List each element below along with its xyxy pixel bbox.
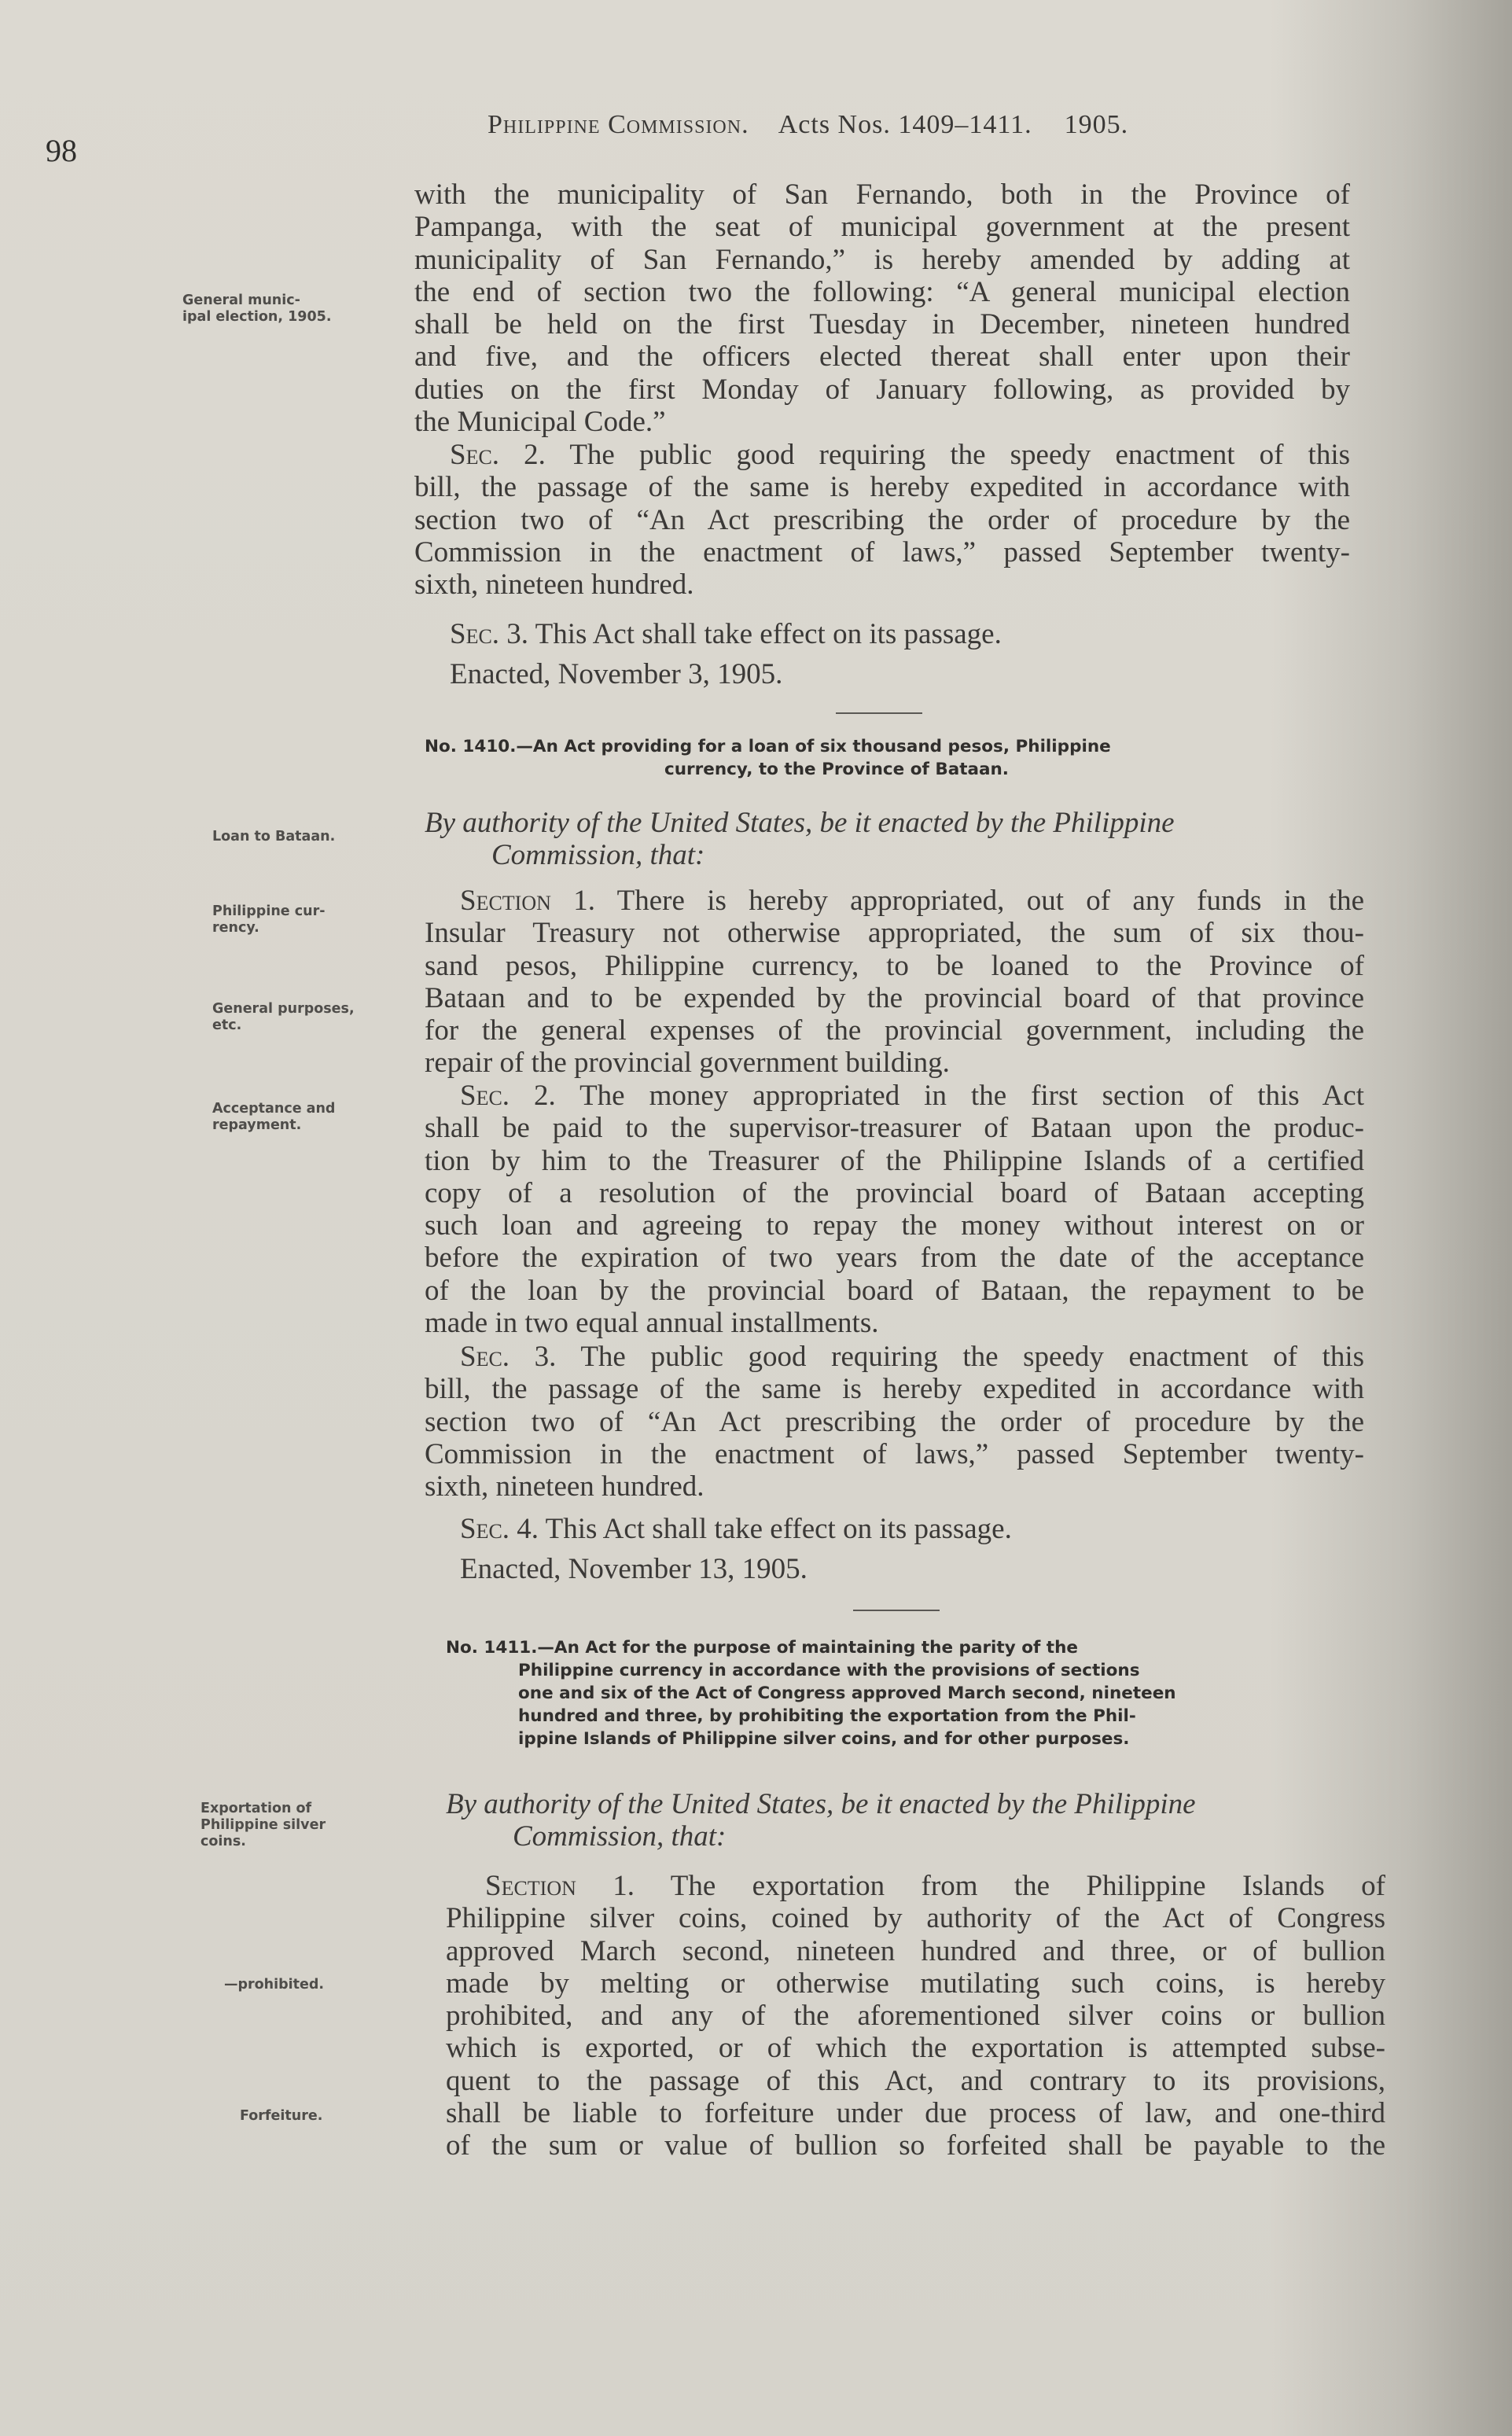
- text-line: tion by him to the Treasurer of the Philippine Islands of a certified: [425, 1144, 1364, 1177]
- title-line: currency, to the Province of Bataan.: [664, 760, 1009, 779]
- running-head-commission: Philippine Commission.: [487, 110, 749, 139]
- margin-note-general-purposes: General purposes, etc.: [212, 1001, 355, 1033]
- text-line: bill, the passage of the same is hereby expedited in accordance with: [425, 1373, 1364, 1406]
- text-line: shall be held on the first Tuesday in December, nineteen hundred: [414, 308, 1350, 341]
- text-line: repair of the provincial government building.: [425, 1047, 950, 1080]
- title-line: hundred and three, by prohibiting the exportation from the Phil-: [518, 1706, 1136, 1726]
- act1411-title: [446, 1636, 1381, 1750]
- text-line: Philippine silver coins, coined by authority of the Act of Congress: [446, 1902, 1385, 1935]
- act1410-enacted-date: Enacted, November 13, 1905.: [460, 1553, 808, 1585]
- text-line: sixth, nineteen hundred.: [414, 569, 694, 602]
- text-line: before the expiration of two years from the date of the acceptance: [425, 1242, 1364, 1275]
- text-line: sand pesos, Philippine currency, to be loaned to the Province of: [425, 949, 1364, 982]
- margin-note-prohibited: —prohibited.: [224, 1977, 325, 1993]
- title-line: one and six of the Act of Congress approved March second, nineteen: [518, 1683, 1176, 1703]
- text-line: duties on the first Monday of January following, as provided by: [414, 373, 1350, 406]
- margin-note-general-election: General munic- ipal election, 1905.: [182, 293, 332, 325]
- act1410-enacting-clause: [425, 807, 1352, 871]
- act1410-section-1: [425, 885, 1364, 1080]
- title-line: No. 1411.—An Act for the purpose of maintaining the parity of the: [446, 1638, 1078, 1658]
- text-line: copy of a resolution of the provincial board of Bataan accepting: [425, 1176, 1364, 1209]
- section-label: Section 1.: [460, 885, 595, 917]
- act1410-section-4: [460, 1513, 1325, 1545]
- text-line: section two of “An Act prescribing the order of procedure by the: [425, 1405, 1364, 1438]
- text-line: and five, and the officers elected thereat shall enter upon their: [414, 340, 1350, 373]
- text-line: the end of section two the following: “A general municipal election: [414, 275, 1350, 308]
- text-line: shall be paid to the supervisor-treasurer of Bataan upon the produc-: [425, 1112, 1364, 1145]
- title-line: ippine Islands of Philippine silver coins, and for other purposes.: [518, 1729, 1130, 1749]
- text-line: Insular Treasury not otherwise appropriated, the sum of six thou-: [425, 917, 1364, 950]
- section-label: Sec. 2.: [450, 439, 546, 471]
- text-line: bill, the passage of the same is hereby expedited in accordance with: [414, 471, 1350, 504]
- text-line: Commission in the enactment of laws,” passed September twenty-: [414, 535, 1350, 569]
- text-line: Sec. 2. The money appropriated in the first section of this Act: [460, 1080, 1364, 1112]
- section-label: Sec. 3.: [450, 618, 529, 650]
- text-line: Commission in the enactment of laws,” passed September twenty-: [425, 1437, 1364, 1470]
- act1411-enacting-clause: [446, 1788, 1381, 1853]
- section-label: Sec. 4.: [460, 1513, 539, 1545]
- text-line: the Municipal Code.”: [414, 406, 666, 439]
- text-line: By authority of the United States, be it enacted by the Philippine: [446, 1788, 1196, 1820]
- section-label: Sec. 3.: [460, 1341, 557, 1373]
- act1410-section-2: [425, 1080, 1364, 1339]
- text-line: prohibited, and any of the aforementioned silver coins or bullion: [446, 2000, 1385, 2033]
- text-line: sixth, nineteen hundred.: [425, 1470, 704, 1503]
- margin-note-loan-to-bataan: Loan to Bataan.: [212, 829, 336, 845]
- text-line: Section 1. There is hereby appropriated, out of any funds in the: [460, 885, 1364, 917]
- text-line: Commission, that:: [513, 1820, 727, 1853]
- section-label: Section 1.: [485, 1870, 635, 1902]
- act1410-section-3: [425, 1341, 1364, 1503]
- section-divider: [853, 1610, 940, 1611]
- page-number: 98: [46, 133, 77, 168]
- text-line: Sec. 2. The public good requiring the speedy enactment of this: [450, 439, 1350, 471]
- text-line: of the sum or value of bullion so forfeited shall be payable to the: [446, 2129, 1385, 2162]
- text-line: with the municipality of San Fernando, both in the Province of: [414, 178, 1350, 211]
- text-line: Pampanga, with the seat of municipal government at the present: [414, 211, 1350, 244]
- text-line: such loan and agreeing to repay the money without interest on or: [425, 1209, 1364, 1242]
- text-line: municipality of San Fernando,” is hereby amended by adding at: [414, 243, 1350, 276]
- text-line: By authority of the United States, be it enacted by the Philippine: [425, 807, 1175, 839]
- section-label: Sec. 2.: [460, 1080, 556, 1112]
- text-line: for the general expenses of the provincial government, including the: [425, 1014, 1364, 1047]
- act1410-title: [425, 735, 1352, 781]
- act1409-amendment-paragraph: [414, 178, 1350, 438]
- text-line: Commission, that:: [491, 839, 705, 871]
- section-divider: [836, 712, 922, 714]
- text-line: Section 1. The exportation from the Philippine Islands of: [485, 1870, 1385, 1902]
- act1409-section-2: [414, 439, 1350, 601]
- text-line: made in two equal annual installments.: [425, 1307, 879, 1340]
- text-line: which is exported, or of which the exportation is attempted subse-: [446, 2032, 1385, 2065]
- running-head: [487, 110, 1128, 140]
- title-line: Philippine currency in accordance with the provisions of sections: [518, 1661, 1140, 1680]
- running-head-acts: Acts Nos. 1409–1411.: [778, 110, 1032, 139]
- margin-note-philippine-currency: Philippine cur- rency.: [212, 903, 326, 936]
- title-line: No. 1410.—An Act providing for a loan of six thousand pesos, Philippine: [425, 737, 1111, 756]
- text-line: Bataan and to be expended by the provincial board of that province: [425, 981, 1364, 1014]
- text-line: Sec. 3. The public good requiring the speedy enactment of this: [460, 1341, 1364, 1373]
- text-line: Sec. 3. This Act shall take effect on its passage.: [450, 618, 1002, 650]
- text-line: section two of “An Act prescribing the order of procedure by the: [414, 503, 1350, 536]
- act1411-section-1: [446, 1870, 1385, 2162]
- text-line: of the loan by the provincial board of Bataan, the repayment to be: [425, 1274, 1364, 1307]
- margin-note-exportation: Exportation of Philippine silver coins.: [200, 1801, 326, 1849]
- act1409-enacted-date: Enacted, November 3, 1905.: [450, 658, 783, 690]
- running-head-year: 1905.: [1064, 110, 1129, 139]
- text-line: approved March second, nineteen hundred and three, or of bullion: [446, 1934, 1385, 1967]
- text-line: quent to the passage of this Act, and contrary to its provisions,: [446, 2064, 1385, 2097]
- act1409-section-3: [450, 618, 1315, 650]
- margin-note-forfeiture: Forfeiture.: [240, 2108, 323, 2124]
- margin-note-acceptance-repayment: Acceptance and repayment.: [212, 1101, 336, 1133]
- text-line: Sec. 4. This Act shall take effect on its passage.: [460, 1513, 1012, 1545]
- text-line: shall be liable to forfeiture under due process of law, and one-third: [446, 2097, 1385, 2130]
- text-line: made by melting or otherwise mutilating such coins, is hereby: [446, 1967, 1385, 2000]
